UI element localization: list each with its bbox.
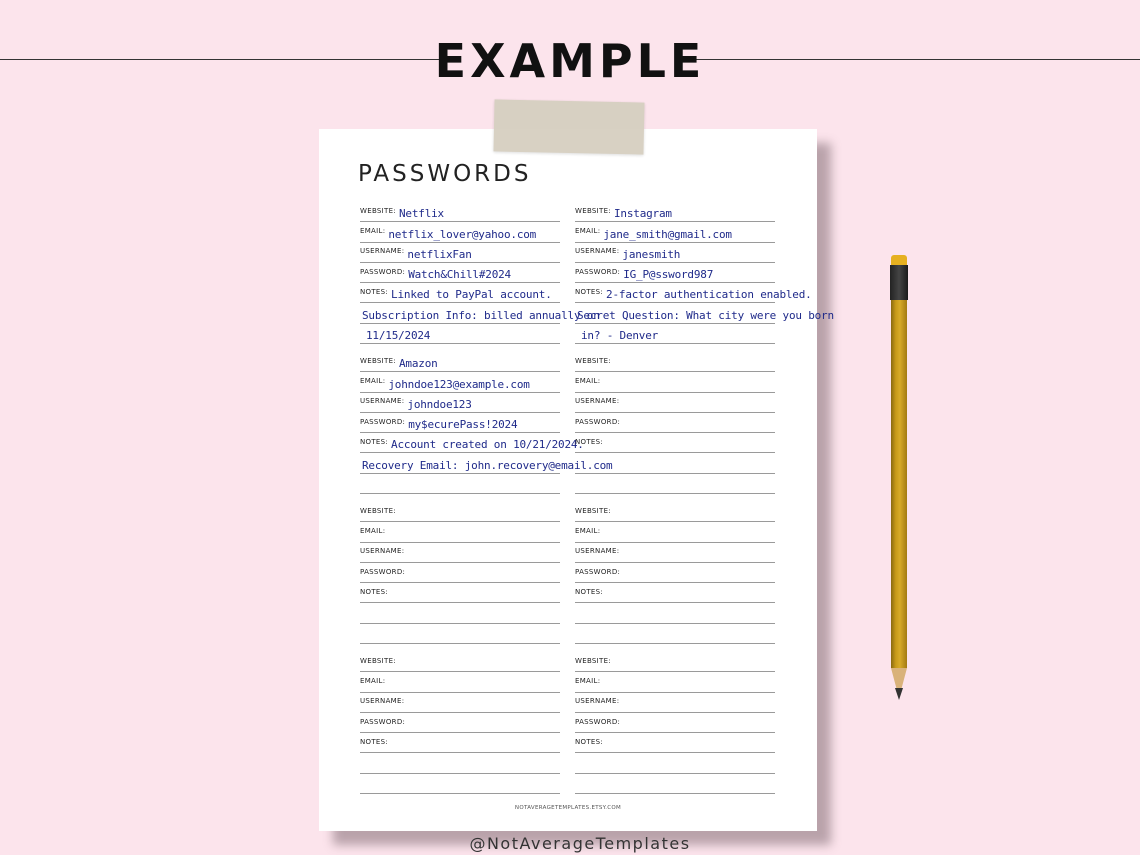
field-label-notes: NOTES: [360,587,389,596]
entry-block [575,352,775,494]
field-row-website[interactable] [360,652,560,672]
field-value-website: Netflix [399,207,444,221]
field-row-username[interactable] [360,543,560,563]
notes-line[interactable] [575,303,834,323]
field-value-username: janesmith [622,247,681,261]
field-label-email: EMAIL: [575,226,601,235]
field-value-email: jane_smith@gmail.com [603,227,732,241]
field-label-email: EMAIL: [575,676,601,685]
notes-continuation [360,492,366,493]
field-row-username[interactable] [575,243,775,263]
entry-block [575,502,775,644]
field-row-password[interactable] [575,713,775,733]
notes-line[interactable] [575,753,775,773]
field-row-notes[interactable] [575,433,775,453]
entry-block [360,502,560,644]
field-row-website[interactable] [575,352,775,372]
field-row-email[interactable] [575,372,775,392]
sheet-title: PASSWORDS [358,161,532,187]
notes-continuation: in? - Denver [581,329,659,343]
field-label-notes: NOTES: [360,437,389,446]
field-row-username[interactable] [575,693,775,713]
field-value-username: johndoe123 [407,397,472,411]
field-label-username: USERNAME: [575,547,620,556]
notes-continuation: 11/15/2024 [366,329,431,343]
field-row-username[interactable] [360,693,560,713]
field-value-username: netflixFan [407,247,472,261]
field-row-username[interactable] [575,393,775,413]
tape-strip [493,99,644,154]
entry-block [575,652,775,794]
notes-line[interactable] [360,774,560,794]
field-label-email: EMAIL: [575,526,601,535]
notes-line[interactable] [360,453,613,473]
field-row-website[interactable] [360,502,560,522]
field-label-email: EMAIL: [360,226,386,235]
pencil-lead [895,688,903,700]
notes-line[interactable] [575,774,775,794]
notes-line[interactable] [575,324,775,344]
field-row-email[interactable] [575,522,775,542]
banner-title: EXAMPLE [434,34,706,88]
field-label-password: PASSWORD: [575,717,621,726]
field-label-email: EMAIL: [360,376,386,385]
field-label-website: WEBSITE: [360,506,396,515]
field-row-email[interactable] [360,522,560,542]
field-label-email: EMAIL: [360,676,386,685]
field-label-website: WEBSITE: [575,656,611,665]
field-label-notes: NOTES: [575,287,604,296]
field-label-password: PASSWORD: [360,717,406,726]
field-value-notes: Account created on 10/21/2024. [391,438,584,452]
field-label-password: PASSWORD: [575,417,621,426]
notes-line[interactable] [575,624,775,644]
field-row-username[interactable] [360,243,560,263]
field-label-username: USERNAME: [360,247,405,256]
field-value-website: Amazon [399,357,438,371]
pencil-ferrule [890,265,908,300]
field-row-username[interactable] [575,543,775,563]
field-row-notes[interactable] [360,283,560,303]
entry-block [360,652,560,794]
notes-continuation: Subscription Info: billed annually on [362,308,600,322]
field-row-email[interactable] [360,672,560,692]
notes-line[interactable] [360,324,560,344]
footer-url: NOTAVERAGETEMPLATES.ETSY.COM [514,805,622,811]
notes-line[interactable] [575,453,775,473]
notes-line[interactable] [360,303,600,323]
field-label-username: USERNAME: [360,547,405,556]
field-label-username: USERNAME: [575,697,620,706]
notes-line[interactable] [360,474,560,494]
field-label-password: PASSWORD: [360,267,406,276]
field-label-website: WEBSITE: [575,506,611,515]
field-value-password: Watch&Chill#2024 [408,268,511,282]
field-label-notes: NOTES: [360,287,389,296]
field-row-email[interactable] [575,672,775,692]
pencil-icon [891,270,907,668]
notes-line[interactable] [575,603,775,623]
field-row-website[interactable] [575,202,775,222]
field-label-website: WEBSITE: [575,356,611,365]
field-label-email: EMAIL: [575,376,601,385]
field-row-notes[interactable] [575,283,812,303]
notes-continuation: Secret Question: What city were you born [577,308,834,322]
entry-block [575,202,834,344]
notes-continuation: Recovery Email: john.recovery@email.com [362,458,613,472]
field-row-password[interactable] [360,713,560,733]
field-row-email[interactable] [360,372,560,392]
field-row-password[interactable] [360,263,560,283]
field-row-password[interactable] [360,563,560,583]
notes-line[interactable] [360,753,560,773]
field-label-username: USERNAME: [360,397,405,406]
field-row-password[interactable] [575,563,775,583]
field-value-email: johndoe123@example.com [388,377,530,391]
handle-text: @NotAverageTemplates [469,834,691,853]
field-value-password: IG_P@ssword987 [623,268,714,282]
field-row-website[interactable] [360,352,560,372]
field-label-username: USERNAME: [575,247,620,256]
field-label-username: USERNAME: [360,697,405,706]
field-row-notes[interactable] [360,433,584,453]
field-row-password[interactable] [575,263,775,283]
field-row-website[interactable] [360,202,560,222]
notes-line[interactable] [575,474,775,494]
field-value-password: my$ecurePass!2024 [408,418,518,432]
field-row-notes[interactable] [575,583,775,603]
field-label-email: EMAIL: [360,526,386,535]
field-value-notes: Linked to PayPal account. [391,288,552,302]
field-label-notes: NOTES: [360,737,389,746]
field-label-website: WEBSITE: [360,206,396,215]
field-row-notes[interactable] [360,583,560,603]
field-row-email[interactable] [575,222,775,242]
field-label-password: PASSWORD: [575,267,621,276]
field-value-notes: 2-factor authentication enabled. [606,288,812,302]
field-row-website[interactable] [575,652,775,672]
field-label-notes: NOTES: [575,737,604,746]
password-sheet [319,129,834,831]
field-label-notes: NOTES: [575,437,604,446]
field-label-password: PASSWORD: [360,417,406,426]
field-value-website: Instagram [614,207,672,221]
field-row-username[interactable] [360,393,560,413]
field-row-password[interactable] [575,413,775,433]
notes-line[interactable] [360,624,560,644]
field-label-password: PASSWORD: [360,567,406,576]
field-row-website[interactable] [575,502,775,522]
field-label-username: USERNAME: [575,397,620,406]
field-label-website: WEBSITE: [360,656,396,665]
field-value-email: netflix_lover@yahoo.com [388,227,537,241]
field-label-notes: NOTES: [575,587,604,596]
notes-line[interactable] [360,603,560,623]
field-row-email[interactable] [360,222,560,242]
field-row-password[interactable] [360,413,560,433]
entry-block [360,352,613,494]
field-row-notes[interactable] [360,733,560,753]
field-label-website: WEBSITE: [575,206,611,215]
field-label-website: WEBSITE: [360,356,396,365]
entry-block [360,202,600,344]
field-row-notes[interactable] [575,733,775,753]
field-label-password: PASSWORD: [575,567,621,576]
